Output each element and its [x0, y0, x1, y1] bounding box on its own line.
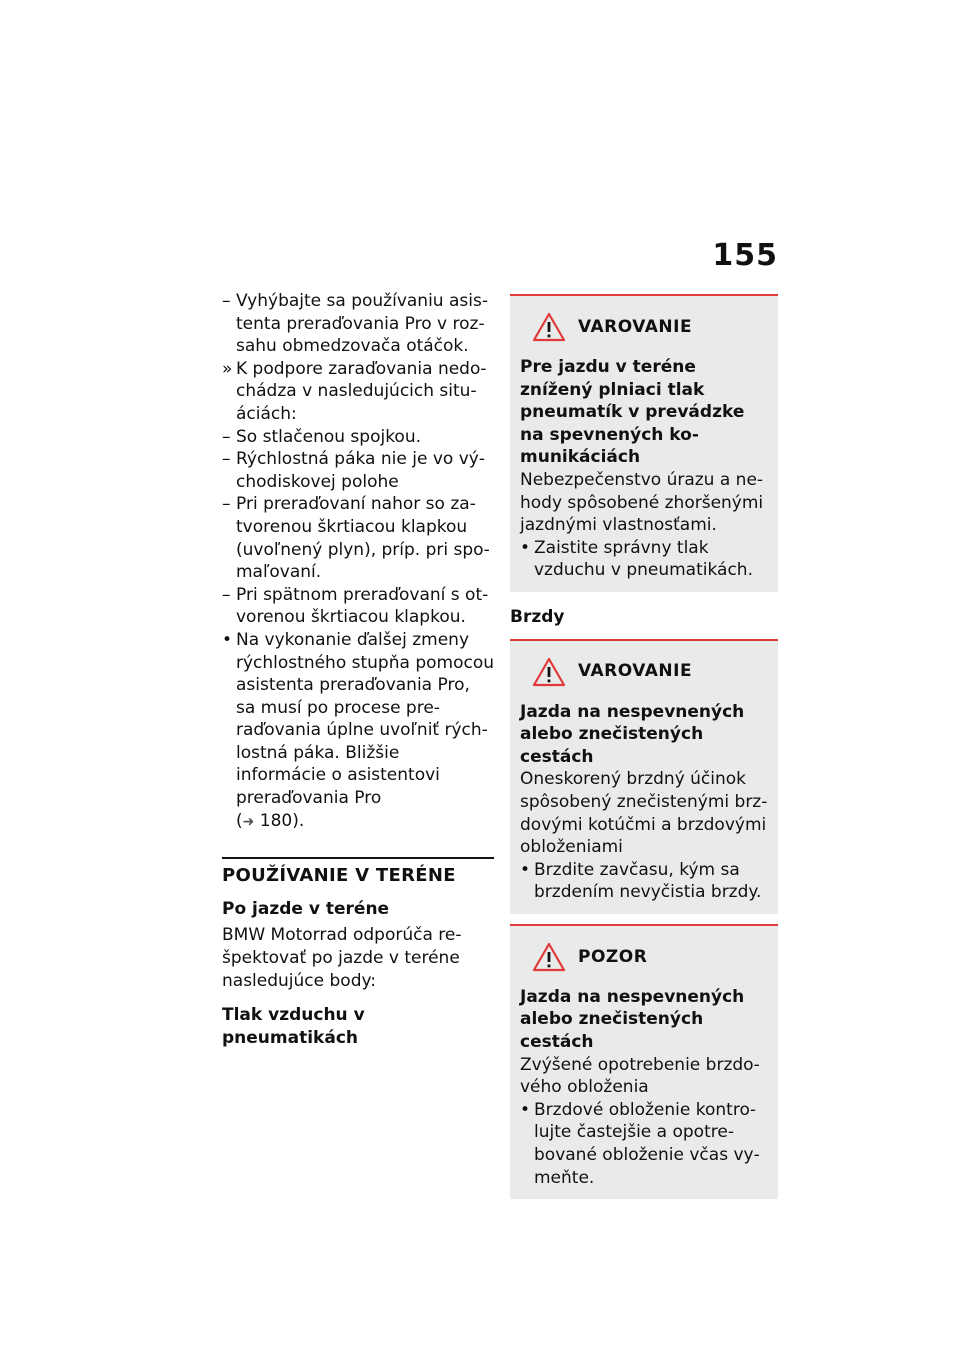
warning-bullet: • Brzdite zavčasu, kým sa brzdením nevyčistia brzdy. [520, 859, 762, 903]
warning-title: Pre jazdu v teréne znížený plniaci tlak pneumatík v prevádzke na spevnených komunikáciách [520, 357, 745, 468]
caution-header [532, 942, 768, 972]
list-item [222, 290, 494, 358]
list-item-text: Pri preraďovaní nahor so zatvorenou škrtiacou klapkou (uvoľnený plyn), príp. pri spomaľovaní. [236, 494, 490, 583]
arrow-link-icon[interactable]: ➜ [242, 813, 255, 830]
list-item-text: K podpore zaraďovania nedochádza v nasledujúcich situáciách: [236, 358, 487, 424]
warning-header [532, 657, 768, 687]
warning-header [532, 312, 768, 342]
left-column [222, 290, 494, 1053]
list-marker: – [222, 494, 231, 515]
warning-triangle-icon [532, 657, 566, 687]
list-item [222, 493, 494, 583]
warning-title: Jazda na nespevnených alebo znečistených cestách [520, 701, 745, 767]
list-item [222, 629, 494, 810]
list-marker: • [222, 629, 233, 650]
caution-title: Jazda na nespevnených alebo znečistených cestách [520, 986, 745, 1053]
list-item-text: Rýchlostná páka nie je vo východiskovej polohe [236, 449, 485, 492]
list-item [222, 448, 494, 493]
reference-open: ( [236, 810, 243, 831]
section-title: POUŽÍVANIE V TERÉNE [222, 865, 456, 887]
warning-text: Nebezpečenstvo úrazu a nehody spôsobené zhoršenými jazdnými vlastnosťami. [520, 469, 764, 536]
caution-bullet: • Brzdové obloženie kontrolujte častejšie a opotrebované obloženie včas vymeňte. [520, 1099, 760, 1188]
warning-triangle-icon [532, 312, 566, 342]
list-item [222, 584, 494, 629]
list-item-text: So stlačenou spojkou. [236, 426, 422, 447]
sub-heading: Po jazde v teréne [222, 898, 390, 919]
list-marker: – [222, 449, 231, 470]
warning-label: VAROVANIE [578, 316, 693, 337]
caution-text: Zvýšené opotrebenie brzdového obloženia [520, 1054, 760, 1098]
caution-bullet-text: Brzdové obloženie kontrolujte častejšie a opotrebované obloženie včas vymeňte. [534, 1099, 760, 1188]
warning-text: Oneskorený brzdný účinok spôsobený znečistenými brzdovými kotúčmi a brzdovými obloženiami [520, 769, 768, 858]
list-marker: » [222, 358, 233, 379]
reference-line [222, 810, 494, 834]
warning-triangle-icon [532, 942, 566, 972]
section-divider [222, 857, 494, 859]
list-item [222, 358, 494, 426]
warning-bullet: • Zaistite správny tlak vzduchu v pneumatikách. [520, 537, 753, 581]
page-number: 155 [712, 238, 778, 273]
warning-bullet-text: Zaistite správny tlak vzduchu v pneumatikách. [534, 537, 753, 581]
instruction-list [222, 290, 494, 810]
heading-brakes: Brzdy [510, 606, 565, 627]
list-marker: – [222, 291, 231, 311]
warning-box-2 [510, 639, 778, 914]
warning-label: VAROVANIE [578, 661, 693, 682]
list-marker: – [222, 426, 231, 447]
right-column [510, 294, 778, 1199]
list-item-text: Vyhýbajte sa používaniu asistenta preraďovania Pro v rozsahu obmedzovača otáčok. [236, 291, 488, 357]
warning-box-1 [510, 294, 778, 592]
list-item-text: Na vykonanie ďalšej zmeny rýchlostného stupňa pomocou asistenta preraďovania Pro, sa musí po procese preraďovania úplne uvoľniť rýchlostná páka. Bližšie informácie o asistentovi preraďovania Pro [236, 629, 494, 809]
warning-bullet-text: Brzdite zavčasu, kým sa brzdením nevyčistia brzdy. [534, 859, 762, 903]
sub-heading-tire-pressure: Tlak vzduchu v pneumatikách [222, 1005, 365, 1048]
caution-label: POZOR [578, 946, 648, 967]
page-reference[interactable]: 180). [259, 810, 305, 831]
caution-box [510, 924, 778, 1199]
paragraph: BMW Motorrad odporúča rešpektovať po jazde v teréne nasledujúce body: [222, 925, 462, 991]
list-item [222, 426, 494, 449]
list-marker: – [222, 584, 231, 605]
list-item-text: Pri spätnom preraďovaní s otvorenou škrtiacou klapkou. [236, 584, 489, 628]
